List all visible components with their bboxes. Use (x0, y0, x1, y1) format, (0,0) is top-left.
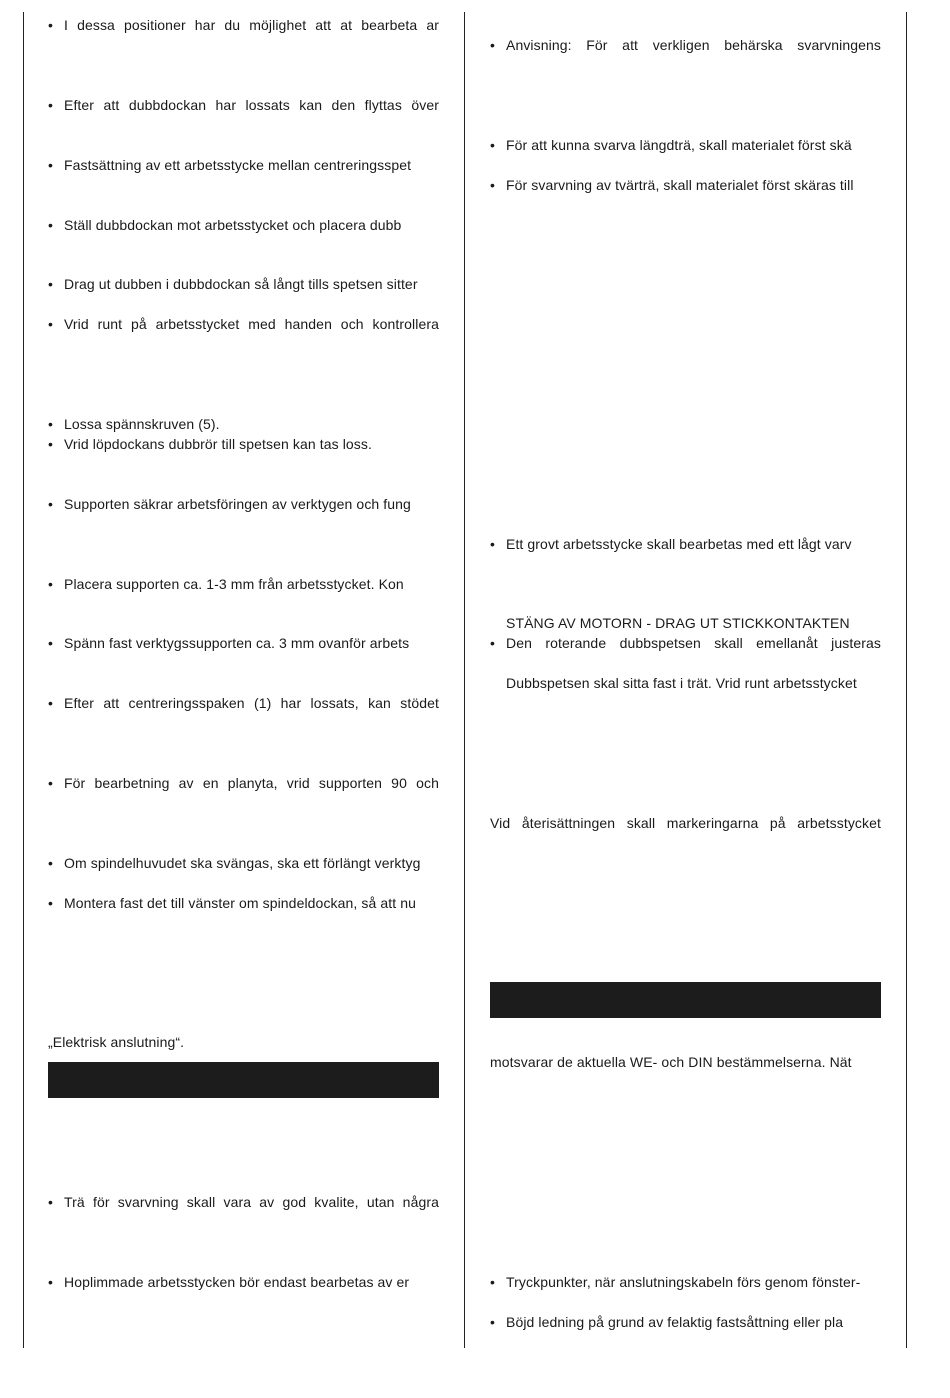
left-line-text: Vrid löpdockans dubbrör till spetsen kan tas loss. (64, 436, 372, 452)
right-line-text: Ett grovt arbetsstycke skall bearbetas med ett lågt varv (506, 536, 852, 552)
left-bullet-item (48, 494, 439, 514)
bullet-icon: • (48, 635, 54, 651)
left-bullet-item (48, 893, 439, 913)
left-bullet-item (48, 15, 439, 35)
left-bullet-item (48, 155, 439, 175)
left-line-text: Lossa spännskruven (5). (64, 416, 220, 432)
left-line-text: För bearbetning av en planyta, vrid supporten 90 och (64, 775, 439, 791)
bullet-icon: • (48, 496, 54, 512)
left-bullet-item (48, 853, 439, 873)
left-line-text: „Elektrisk anslutning“. (48, 1034, 185, 1050)
left-line-text: Trä för svarvning skall vara av god kvalite, utan några (64, 1194, 439, 1210)
right-line-text: Den roterande dubbspetsen skall emellanåt justeras (506, 635, 881, 651)
right-bullet-item (490, 175, 881, 195)
left-line-text: Efter att dubbdockan har lossats kan den flyttas över (64, 97, 439, 113)
bullet-icon: • (48, 855, 54, 871)
left-bullet-item (48, 773, 439, 793)
right-line-text: Vid återisättningen skall markeringarna på arbetsstycket (490, 815, 881, 831)
right-line-text: Dubbspetsen skal sitta fast i trät. Vrid runt arbetsstycket (506, 675, 857, 691)
right-section-header-bar (490, 982, 881, 1018)
column-divider-rule (464, 12, 465, 1348)
left-line-text: Fastsättning av ett arbetsstycke mellan centreringsspet (64, 157, 412, 173)
right-line-text: Anvisning: För att verkligen behärska svarvningens (506, 37, 881, 53)
left-bullet-item (48, 693, 439, 713)
left-bullet-item (48, 95, 439, 115)
left-bullet-item (48, 215, 439, 235)
right-bullet-item (490, 633, 881, 653)
left-line-text: I dessa positioner har du möjlighet att at bearbeta ar (64, 17, 439, 33)
left-margin-rule (23, 12, 24, 1348)
left-line-text: Placera supporten ca. 1-3 mm från arbetsstycket. Kon (64, 576, 404, 592)
bullet-icon: • (48, 416, 54, 432)
left-line-text: Om spindelhuvudet ska svängas, ska ett förlängt verktyg (64, 855, 421, 871)
left-bullet-item (48, 414, 439, 434)
right-line-text: STÄNG AV MOTORN - DRAG UT STICKKONTAKTEN (506, 615, 850, 631)
right-indented-line (490, 673, 881, 693)
left-bullet-item (48, 1272, 439, 1292)
right-bullet-item (490, 534, 881, 554)
left-bullet-item (48, 633, 439, 653)
right-bullet-item (490, 1312, 881, 1332)
left-bullet-item (48, 314, 439, 334)
bullet-icon: • (48, 97, 54, 113)
right-line-text: För svarvning av tvärträ, skall materialet först skäras till (506, 177, 854, 193)
left-bullet-item (48, 1192, 439, 1212)
bullet-icon: • (490, 137, 496, 153)
bullet-icon: • (48, 316, 54, 332)
left-line-text: Montera fast det till vänster om spindeldockan, så att nu (64, 895, 416, 911)
left-line-text: Efter att centreringsspaken (1) har lossats, kan stödet (64, 695, 439, 711)
right-warning-line (490, 613, 881, 633)
right-bullet-item (490, 135, 881, 155)
right-bullet-item (490, 1272, 881, 1292)
bullet-icon: • (48, 895, 54, 911)
bullet-icon: • (48, 436, 54, 452)
bullet-icon: • (490, 536, 496, 552)
right-line-text: Tryckpunkter, när anslutningskabeln förs genom fönster- (506, 1274, 861, 1290)
left-bullet-item (48, 574, 439, 594)
left-section-header-bar (48, 1062, 439, 1098)
right-line-text: motsvarar de aktuella WE- och DIN bestämmelserna. Nät (490, 1054, 852, 1070)
right-plain-line (490, 813, 881, 833)
bullet-icon: • (490, 1274, 496, 1290)
left-line-text: Vrid runt på arbetsstycket med handen och kontrollera (64, 316, 439, 332)
bullet-icon: • (490, 1314, 496, 1330)
right-line-text: För att kunna svarva längdträ, skall materialet först skä (506, 137, 852, 153)
right-plain-line (490, 1052, 881, 1072)
bullet-icon: • (48, 157, 54, 173)
bullet-icon: • (48, 576, 54, 592)
bullet-icon: • (48, 775, 54, 791)
left-line-text: Supporten säkrar arbetsföringen av verktygen och fung (64, 496, 411, 512)
right-margin-rule (906, 12, 907, 1348)
bullet-icon: • (48, 1274, 54, 1290)
left-line-text: Ställ dubbdockan mot arbetsstycket och placera dubb (64, 217, 402, 233)
right-bullet-item (490, 35, 881, 55)
bullet-icon: • (48, 695, 54, 711)
bullet-icon: • (48, 217, 54, 233)
right-line-text: Böjd ledning på grund av felaktig fastsåttning eller pla (506, 1314, 844, 1330)
bullet-icon: • (490, 635, 496, 651)
left-plain-line (48, 1032, 439, 1052)
left-line-text: Hoplimmade arbetsstycken bör endast bearbetas av er (64, 1274, 410, 1290)
bullet-icon: • (490, 177, 496, 193)
left-bullet-item (48, 274, 439, 294)
bullet-icon: • (48, 276, 54, 292)
left-bullet-item (48, 434, 439, 454)
left-line-text: Drag ut dubben i dubbdockan så långt tills spetsen sitter (64, 276, 418, 292)
left-line-text: Spänn fast verktygssupporten ca. 3 mm ovanför arbets (64, 635, 410, 651)
bullet-icon: • (48, 17, 54, 33)
bullet-icon: • (48, 1194, 54, 1210)
bullet-icon: • (490, 37, 496, 53)
